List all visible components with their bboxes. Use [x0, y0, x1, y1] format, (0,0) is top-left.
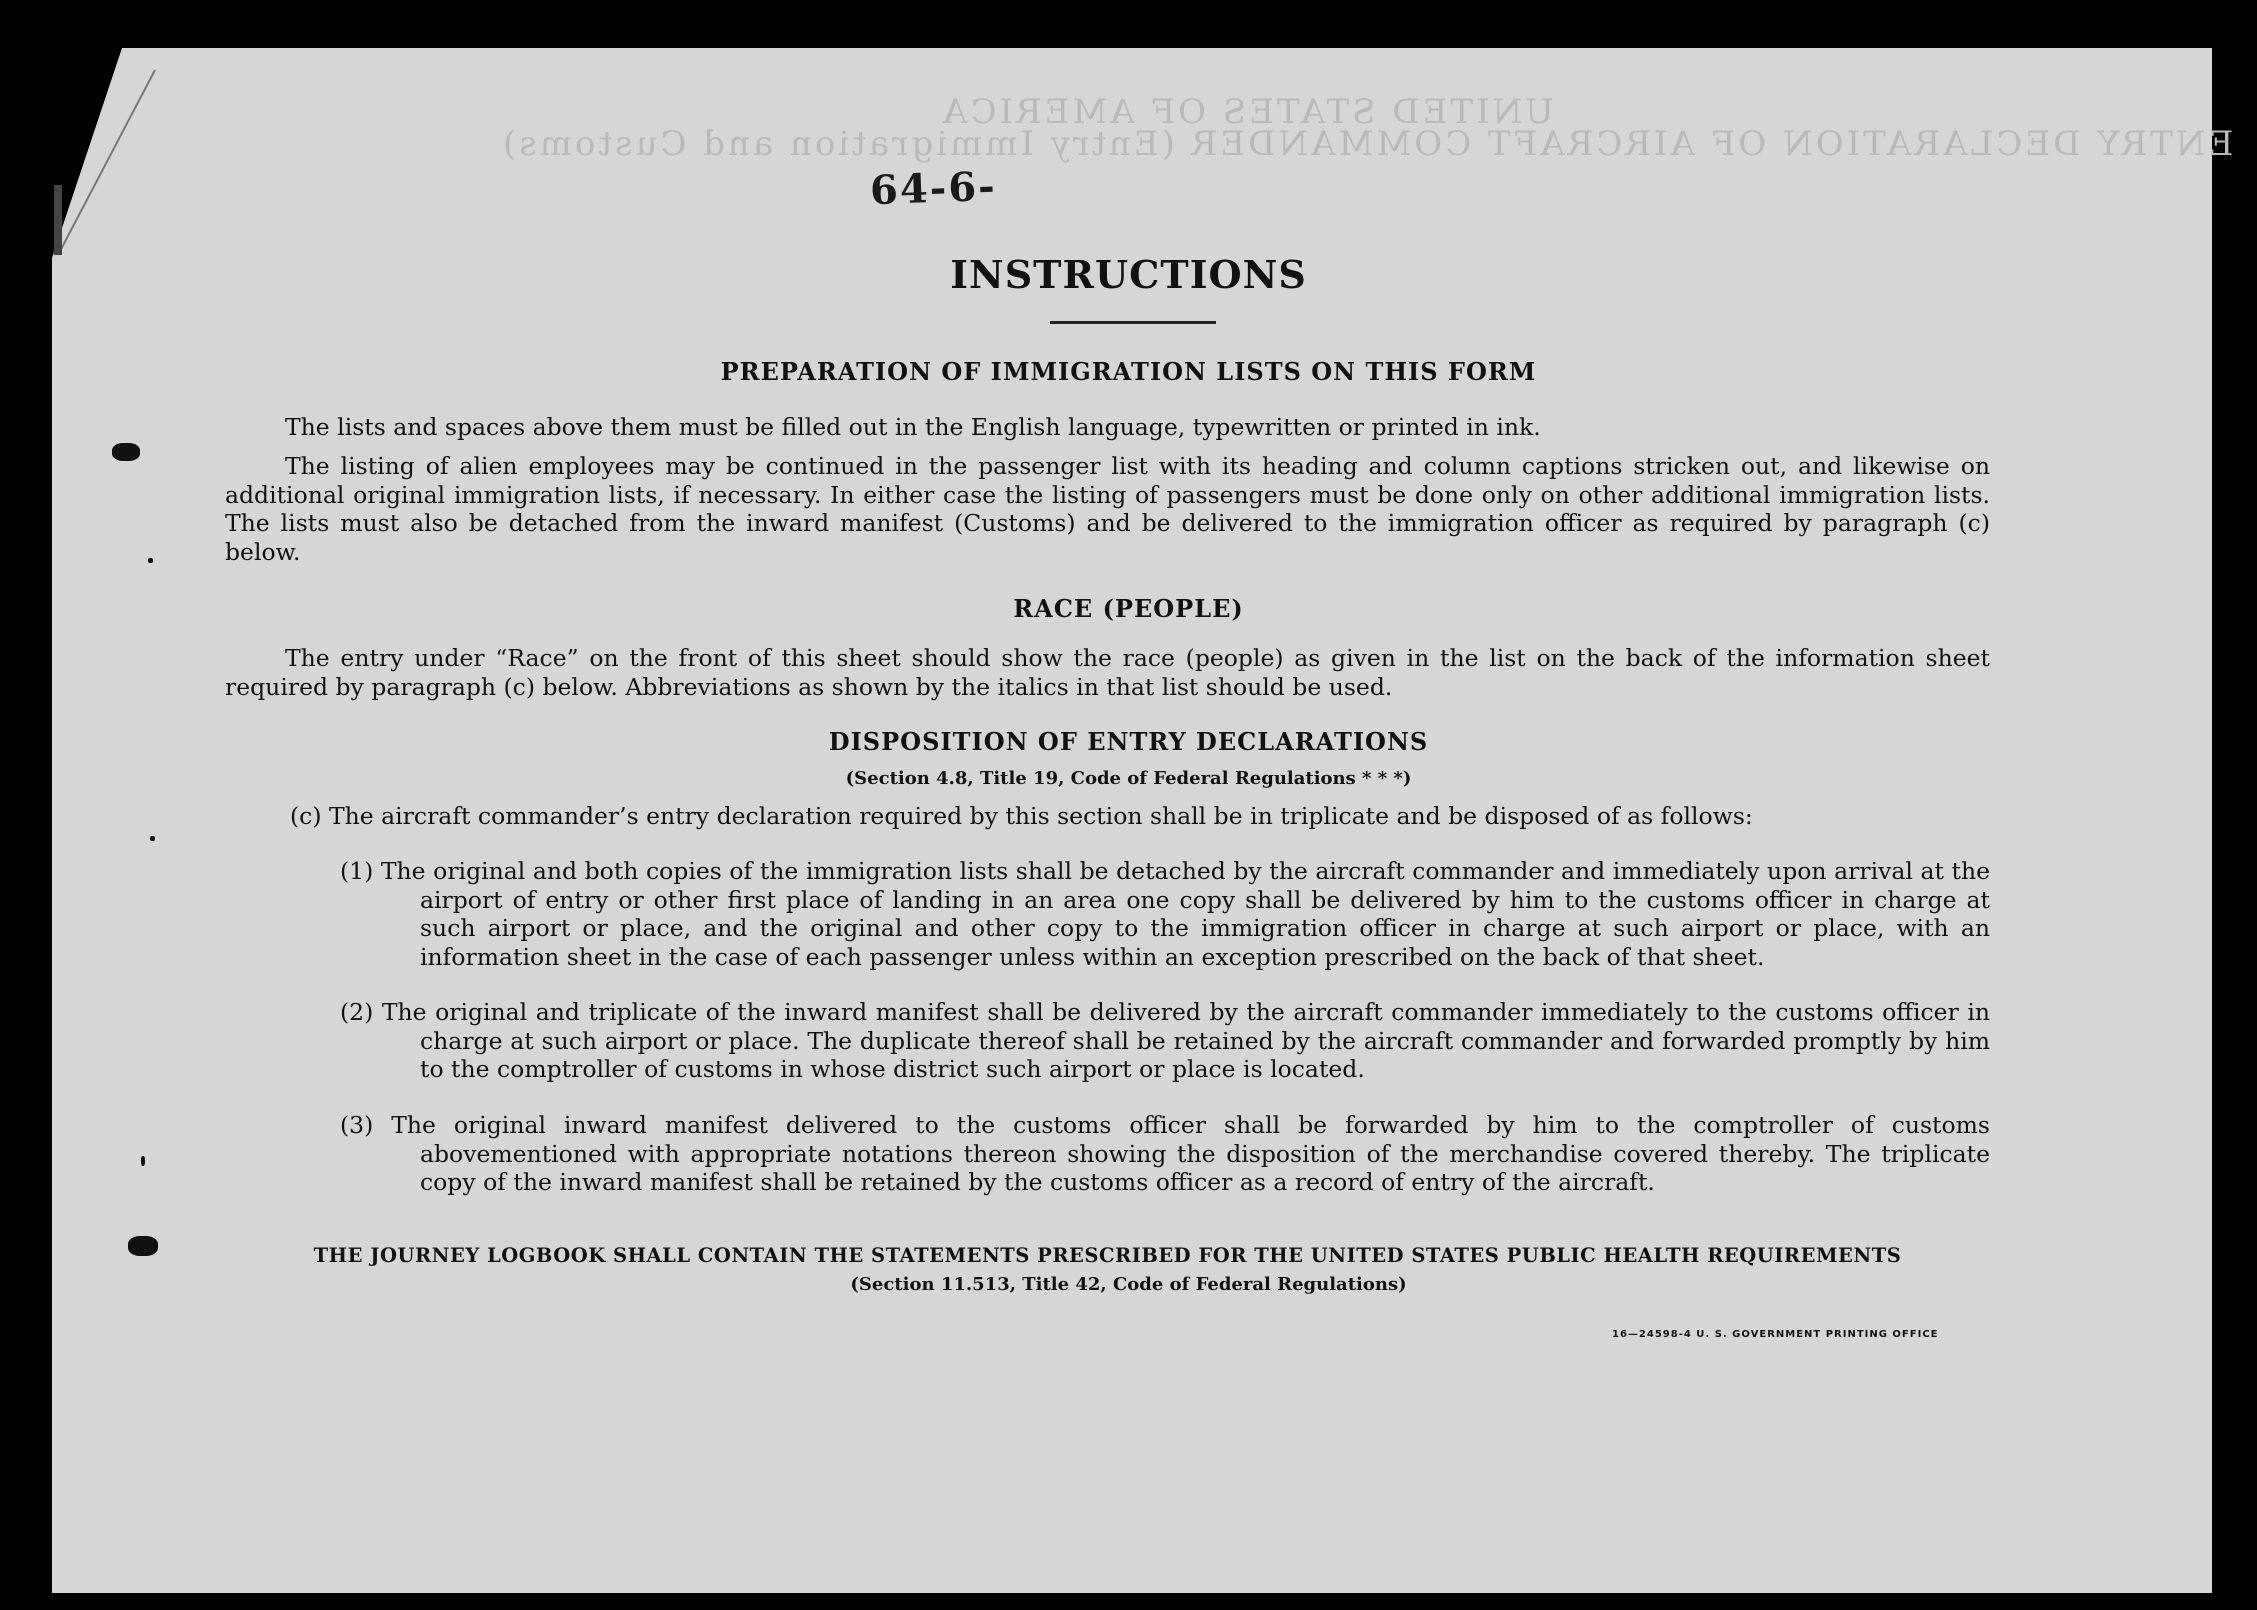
disposition-item-2: (2) The original and triplicate of the inward manifest shall be delivered by the aircraft commander immediately to the customs officer in charge at such airport or place. The duplicate thereof shall be retained by the aircraft commander and forwarded promptly by him to the comptroller of customs in whose district such airport or place is located.: [340, 998, 1990, 1083]
ink-mark: [150, 836, 155, 841]
footer-statement: THE JOURNEY LOGBOOK SHALL CONTAIN THE STATEMENTS PRESCRIBED FOR THE UNITED STATES PUBLIC HEALTH REQUIREMENTS: [313, 1244, 1902, 1267]
bleed-through-line-2: ENTRY DECLARATION OF AIRCRAFT COMMANDER (Entry Immigration and Customs): [500, 124, 2234, 164]
ink-mark: [148, 558, 153, 563]
race-heading: RACE (PEOPLE): [1013, 594, 1244, 623]
ink-mark: [128, 1236, 158, 1256]
disposition-item-1: (1) The original and both copies of the immigration lists shall be detached by the aircraft commander and immediately upon arrival at the airport of entry or other first place of landing in an area one copy shall be delivered by him to the customs officer in charge at such airport or place, and the original and other copy to the immigration officer in charge at such airport or place, with an information sheet in the case of each passenger unless within an exception prescribed on the back of that sheet.: [340, 857, 1990, 971]
disposition-intro: (c) The aircraft commander’s entry declaration required by this section shall be in triplicate and be disposed of as follows:: [290, 802, 1753, 830]
page-title: INSTRUCTIONS: [950, 252, 1307, 297]
handwritten-note: 64-6-: [869, 162, 998, 215]
footer-citation: (Section 11.513, Title 42, Code of Federal Regulations): [850, 1274, 1407, 1295]
disposition-heading: DISPOSITION OF ENTRY DECLARATIONS: [828, 727, 1429, 756]
preparation-paragraph-2: The listing of alien employees may be continued in the passenger list with its heading and column captions stricken out, and likewise on additional original immigration lists, if necessary. In either case the listing of passengers must be done only on other additional immigration lists. The lists must also be detached from the inward manifest (Customs) and be delivered to the immigration officer as required by paragraph (c) below.: [225, 452, 1990, 566]
preparation-heading: PREPARATION OF IMMIGRATION LISTS ON THIS FORM: [720, 357, 1537, 386]
disposition-citation: (Section 4.8, Title 19, Code of Federal Regulations * * *): [845, 768, 1412, 789]
race-paragraph: The entry under “Race” on the front of this sheet should show the race (people) as given in the list on the back of the information sheet required by paragraph (c) below. Abbreviations as shown by the italics in that list should be used.: [225, 644, 1990, 701]
ink-mark: [112, 443, 140, 461]
ink-mark: [141, 1156, 145, 1166]
title-underline: [1050, 321, 1216, 324]
bleed-through-line-1: UNITED STATES OF AMERICA: [940, 92, 1554, 132]
printer-mark: 16—24598-4 U. S. GOVERNMENT PRINTING OFFICE: [1612, 1329, 1939, 1340]
preparation-paragraph-1: The lists and spaces above them must be filled out in the English language, typewritten or printed in ink.: [285, 413, 1541, 441]
disposition-item-3: (3) The original inward manifest delivered to the customs officer shall be forwarded by him to the comptroller of customs abovementioned with appropriate notations thereon showing the disposition of the merchandise covered thereby. The triplicate copy of the inward manifest shall be retained by the customs officer as a record of entry of the aircraft.: [340, 1111, 1990, 1196]
